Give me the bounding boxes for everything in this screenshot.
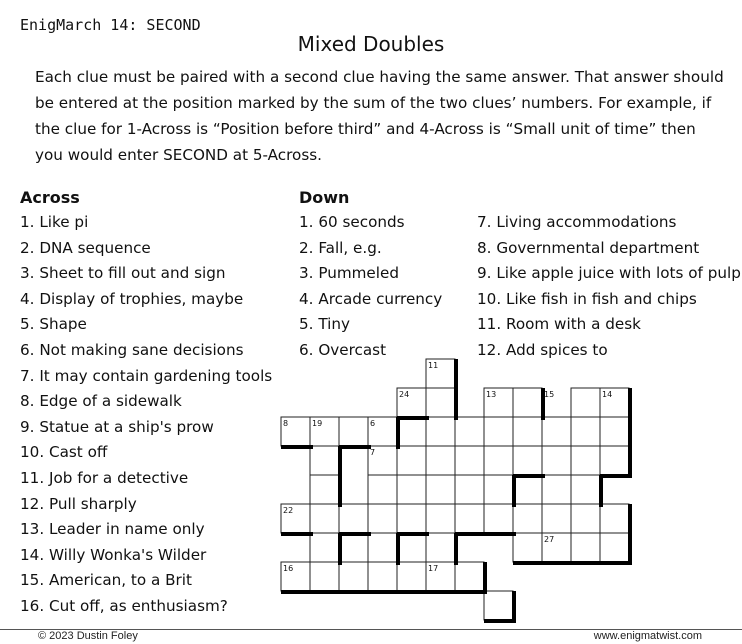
grid-cell[interactable] <box>455 562 484 591</box>
grid-wall <box>454 533 458 565</box>
clue-item[interactable]: 16. Cut off, as enthusiasm? <box>20 596 228 615</box>
grid-cell[interactable] <box>339 417 368 446</box>
grid-wall <box>542 561 574 565</box>
grid-wall <box>426 590 458 594</box>
grid-cell[interactable] <box>368 475 397 504</box>
grid-number: 14 <box>602 390 613 399</box>
clue-item[interactable]: 12. Pull sharply <box>20 494 137 513</box>
grid-wall <box>397 590 429 594</box>
clue-item[interactable]: 1. Like pi <box>20 213 89 231</box>
grid-cell[interactable] <box>397 504 426 533</box>
grid-cell[interactable] <box>426 388 455 417</box>
grid-wall <box>454 359 458 391</box>
page-title: Mixed Doubles <box>297 32 445 56</box>
puzzle-id: EnigMarch 14: SECOND <box>20 16 201 34</box>
grid-cell[interactable] <box>571 388 600 417</box>
grid-wall <box>484 532 516 536</box>
clue-item[interactable]: 3. Sheet to fill out and sign <box>20 264 226 283</box>
clue-item[interactable]: 6. Not making sane decisions <box>20 340 244 359</box>
clue-item[interactable]: 5. Tiny <box>299 315 350 334</box>
grid-cell[interactable] <box>397 475 426 504</box>
grid-wall <box>628 388 632 420</box>
grid-cell[interactable] <box>368 504 397 533</box>
grid-wall <box>628 533 632 565</box>
grid-cell[interactable] <box>542 417 571 446</box>
clue-item[interactable]: 2. DNA sequence <box>20 238 151 257</box>
clue-item[interactable]: 12. Add spices to <box>477 340 608 359</box>
grid-cell[interactable] <box>571 533 600 562</box>
clue-item[interactable]: 10. Like fish in fish and chips <box>477 289 697 308</box>
grid-cell[interactable] <box>600 533 629 562</box>
clue-item[interactable]: 1. 60 seconds <box>299 213 405 231</box>
clue-item[interactable]: 3. Pummeled <box>299 264 399 283</box>
grid-wall <box>628 446 632 478</box>
instructions: Each clue must be paired with a second clue having the same answer. That answer should be entered at the position marked by the sum of the two clues’ numbers. For example, if the clue for 1-Across is “Position before third” and 4-Across is “Small unit of time” then you would enter SECOND at 5-Across. <box>35 68 724 164</box>
grid-wall <box>281 590 313 594</box>
website-link[interactable]: www.enigmatwist.com <box>593 630 702 642</box>
grid-cell[interactable] <box>339 562 368 591</box>
grid-wall <box>512 475 516 507</box>
grid-cell[interactable] <box>368 533 397 562</box>
grid-number: 8 <box>283 419 289 428</box>
clue-item[interactable]: 13. Leader in name only <box>20 520 205 539</box>
grid-number: 27 <box>544 535 555 544</box>
grid-wall <box>628 504 632 536</box>
grid-cell[interactable] <box>310 562 339 591</box>
grid-wall <box>599 475 603 507</box>
grid-wall <box>339 532 371 536</box>
grid-number: 16 <box>283 564 294 573</box>
grid-wall <box>600 561 632 565</box>
grid-number: 24 <box>399 390 410 399</box>
clue-item[interactable]: 4. Display of trophies, maybe <box>20 289 244 308</box>
grid-cell[interactable] <box>484 475 513 504</box>
grid-cell[interactable] <box>455 417 484 446</box>
grid-cell[interactable] <box>513 446 542 475</box>
grid-cell[interactable] <box>310 504 339 533</box>
grid-wall <box>396 533 400 565</box>
grid-wall <box>454 388 458 420</box>
grid-cell[interactable] <box>542 475 571 504</box>
grid-cell[interactable] <box>426 533 455 562</box>
grid-wall <box>484 619 516 623</box>
grid-cell[interactable] <box>600 417 629 446</box>
down-heading: Down <box>299 188 350 207</box>
grid-cell[interactable] <box>513 417 542 446</box>
grid-wall <box>281 445 313 449</box>
grid-number: 17 <box>428 564 439 573</box>
grid-cell[interactable] <box>513 533 542 562</box>
grid-wall <box>455 590 487 594</box>
grid-cell[interactable] <box>571 417 600 446</box>
clue-item[interactable]: 9. Statue at a ship's prow <box>20 417 214 436</box>
clue-item[interactable]: 11. Room with a desk <box>477 315 641 334</box>
grid-cell[interactable] <box>368 562 397 591</box>
grid-cell[interactable] <box>484 446 513 475</box>
grid-wall <box>338 533 342 565</box>
clue-item[interactable]: 7. It may contain gardening tools <box>20 366 273 385</box>
grid-cell[interactable] <box>310 446 339 475</box>
clue-item[interactable]: 9. Like apple juice with lots of pulp <box>477 264 741 283</box>
grid-wall <box>338 446 342 478</box>
grid-wall <box>600 474 632 478</box>
clue-item[interactable]: 7. Living accommodations <box>477 213 677 231</box>
grid-number: 15 <box>544 390 555 399</box>
grid-wall <box>339 445 371 449</box>
grid-cell[interactable] <box>426 446 455 475</box>
grid-wall <box>513 474 545 478</box>
grid-number: 11 <box>428 361 439 370</box>
grid-cell[interactable] <box>513 388 542 417</box>
grid-cell[interactable] <box>397 446 426 475</box>
grid-wall <box>455 532 487 536</box>
grid-cell[interactable] <box>426 475 455 504</box>
grid-cell[interactable] <box>542 446 571 475</box>
grid-cell[interactable] <box>484 504 513 533</box>
grid-cell[interactable] <box>455 504 484 533</box>
clue-item[interactable]: 8. Edge of a sidewalk <box>20 392 182 411</box>
clue-item[interactable]: 8. Governmental department <box>477 238 700 257</box>
grid-wall <box>628 417 632 449</box>
grid-wall <box>281 532 313 536</box>
clue-item[interactable]: 4. Arcade currency <box>299 289 443 308</box>
grid-cell[interactable] <box>484 591 513 620</box>
grid-number: 13 <box>486 390 497 399</box>
grid-number: 19 <box>312 419 323 428</box>
clue-item[interactable]: 15. American, to a Brit <box>20 571 192 590</box>
grid-number: 22 <box>283 506 294 515</box>
grid-number: 6 <box>370 419 376 428</box>
grid-cell[interactable] <box>310 475 339 504</box>
grid-wall <box>512 591 516 623</box>
grid-wall <box>338 475 342 507</box>
grid-cell[interactable] <box>571 446 600 475</box>
grid-cell[interactable] <box>600 446 629 475</box>
grid-wall <box>396 417 400 449</box>
grid-cell[interactable] <box>310 533 339 562</box>
grid-cell[interactable] <box>513 504 542 533</box>
grid-wall <box>483 562 487 594</box>
grid-cell[interactable] <box>426 504 455 533</box>
clue-item[interactable]: 11. Job for a detective <box>20 468 189 487</box>
clue-item[interactable]: 2. Fall, e.g. <box>299 238 382 257</box>
clue-item[interactable]: 14. Willy Wonka's Wilder <box>20 545 207 564</box>
grid-cell[interactable] <box>600 504 629 533</box>
grid-wall <box>571 561 603 565</box>
grid-cell[interactable] <box>542 504 571 533</box>
grid-cell[interactable] <box>426 417 455 446</box>
grid-cell[interactable] <box>455 446 484 475</box>
grid-cell[interactable] <box>484 417 513 446</box>
grid-wall <box>339 590 371 594</box>
copyright-text: © 2023 Dustin Foley <box>38 630 138 642</box>
across-heading: Across <box>20 188 80 207</box>
grid-cell[interactable] <box>571 475 600 504</box>
grid-wall <box>310 590 342 594</box>
grid-wall <box>397 532 429 536</box>
clue-item[interactable]: 5. Shape <box>20 315 87 334</box>
grid-wall <box>397 416 429 420</box>
grid-wall <box>368 590 400 594</box>
grid-wall <box>513 561 545 565</box>
grid-cell[interactable] <box>397 562 426 591</box>
grid-cell[interactable] <box>339 504 368 533</box>
grid-number: 7 <box>370 448 376 457</box>
clue-item[interactable]: 6. Overcast <box>299 340 387 359</box>
grid-cell[interactable] <box>571 504 600 533</box>
grid-cell[interactable] <box>455 475 484 504</box>
clue-item[interactable]: 10. Cast off <box>20 443 108 462</box>
